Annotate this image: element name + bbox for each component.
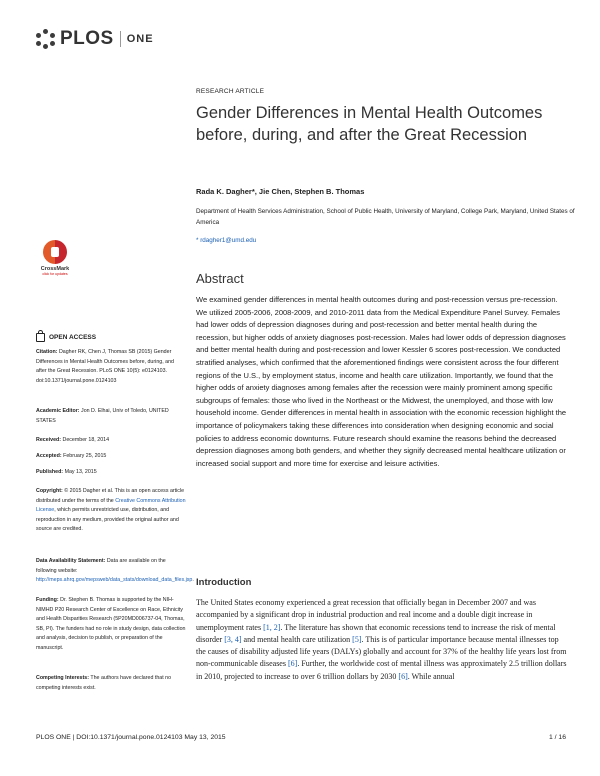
copyright-text: © 2015 Dagher et al. This is an open access article distributed under the terms of the <box>36 488 185 504</box>
crossmark-badge[interactable] <box>37 240 73 276</box>
received-label: Received: <box>36 437 62 443</box>
editor-block <box>36 407 186 426</box>
citation-block <box>36 348 186 386</box>
published-block <box>36 468 186 478</box>
editor-label: Academic Editor: <box>36 408 80 414</box>
accepted-date: February 25, 2015 <box>63 453 107 459</box>
crossmark-icon <box>43 240 67 264</box>
copyright-label: Copyright: <box>36 488 63 494</box>
accepted-label: Accepted: <box>36 453 62 459</box>
article-type: RESEARCH ARTICLE <box>196 88 265 95</box>
email-link[interactable]: * rdagher1@umd.edu <box>196 237 257 244</box>
ref-link[interactable]: [1, 2] <box>263 622 281 632</box>
open-access <box>36 333 96 342</box>
intro-text-1: The United States economy experienced a great recession that officially began in December 2007 and was accompanied by a significant drop in industrial production and real income and a double digit increase in unemployment rates <box>196 598 536 632</box>
accepted-block <box>36 452 186 462</box>
competing-label: Competing Interests: <box>36 675 89 681</box>
published-label: Published: <box>36 469 64 475</box>
open-lock-icon <box>36 333 45 342</box>
crossmark-label: CrossMark <box>40 266 70 272</box>
plos-logo <box>36 28 154 50</box>
ref-link[interactable]: [3, 4] <box>224 634 242 644</box>
ref-link[interactable]: [6] <box>398 671 408 681</box>
ref-link[interactable]: [5] <box>352 634 362 644</box>
open-access-label: OPEN ACCESS <box>49 334 97 341</box>
funding-block <box>36 596 186 654</box>
ref-link[interactable]: [6] <box>287 659 298 669</box>
logo-word: PLOS <box>60 28 114 49</box>
funding-text: Dr. Stephen B. Thomas is supported by the NIH-NIMHD P20 Research Center of Excellence on Race, Ethnicity and Health Disparities Research (5P20MD006737-04, Thomas, SB, PI). The funders had no role in study design, data collection and analysis, decision to publish, or preparation of the manuscript. <box>36 597 186 651</box>
intro-text-2: . The literature has shown that economic recessions tend to increase the risk of mental disorder <box>196 622 556 644</box>
editor-text: Jon D. Elhai, Univ of Toledo, UNITED STATES <box>36 408 169 424</box>
crossmark-sub: click for updates <box>42 272 68 276</box>
competing-text: The authors have declared that no competing interests exist. <box>36 675 172 691</box>
competing-block <box>36 674 186 693</box>
intro-text-6: . While annual <box>407 671 455 681</box>
plos-dots-icon <box>36 29 56 49</box>
copyright-text-end: , which permits unrestricted use, distribution, and reproduction in any medium, provided the original author and source are credited. <box>36 507 179 533</box>
received-block <box>36 436 186 446</box>
article-title: Gender Differences in Mental Health Outcomes before, during, and after the Great Recession <box>196 104 543 144</box>
logo-journal: ONE <box>126 33 154 45</box>
intro-text-4: . This is of particular importance because mental illnesses top the causes of disability adjusted life years (DALYs) globally and account for 37% of the healthy life years lost from non-communicable diseases <box>196 634 567 669</box>
data-text: Data are available on the following website: <box>36 558 166 574</box>
authors: Rada K. Dagher*, Jie Chen, Stephen B. Thomas <box>196 187 365 196</box>
copyright-block <box>36 487 186 535</box>
introduction-heading: Introduction <box>196 577 252 588</box>
page-number: 1 / 16 <box>548 734 566 741</box>
data-link[interactable]: http://meps.ahrq.gov/mepsweb/data_stats/download_data_files.jsp <box>36 577 193 584</box>
abstract-text: We examined gender differences in mental health outcomes during and post-recession versus pre-recession. We utilized 2005-2006, 2008-2009, and 2010-2011 data from the Medical Expenditure Panel Survey. Females had lower odds of depression diagnoses during and post-recession and better mental health during the recession, but higher odds of anxiety diagnoses post-recession. Males had lower odds of depression diagnoses and better mental health during and post-recession and lower Kessler 6 scores post-recession. We conducted stratified analyses, which confirmed that the aforementioned findings were consistent across the four different regions of the U.S., by employment status, income and health care utilization. Importantly, we found that the higher odds of anxiety diagnoses among females after the recession were mainly prominent among specific subgroups of females: those who lived in the Northeast or the Midwest, the unemployed, and those with low household income. Gender differences in mental health in association with the economic recession highlight the importance of policymakers taking these differences into consideration when designing economic and social policies to address economic downturns. Future research should examine the reasons behind the decreased depression diagnoses among both genders, and whether they signify decreased mental healthcare utilization or increased social support and more time for exercise and leisure activities. <box>196 295 567 468</box>
license-link[interactable]: Creative Commons Attribution License <box>36 497 186 514</box>
data-text-end: . <box>192 577 194 584</box>
intro-text-3: and mental health care utilization <box>241 634 353 644</box>
citation-label: Citation: <box>36 349 58 355</box>
citation-text: Dagher RK, Chen J, Thomas SB (2015) Gender Differences in Mental Health Outcomes before, during, and after the Great Recession. PLoS ONE 10(5): e0124103. doi:10.1371/journal.pone.0124103 <box>36 349 174 384</box>
abstract-heading: Abstract <box>196 271 244 286</box>
logo-divider <box>120 31 121 47</box>
received-date: December 18, 2014 <box>62 437 110 443</box>
published-date: May 13, 2015 <box>64 469 97 475</box>
data-label: Data Availability Statement: <box>36 558 106 564</box>
data-availability-block <box>36 557 194 586</box>
footer-citation: PLOS ONE | DOI:10.1371/journal.pone.0124103 May 13, 2015 <box>36 734 226 741</box>
page-footer <box>36 734 566 741</box>
intro-text-5: . Further, the worldwide cost of mental illness was approximately 2.5 trillion dollars in 2010, projected to increase to over 6 trillion dollars by 2030 <box>196 659 567 681</box>
funding-label: Funding: <box>36 597 59 603</box>
introduction-text <box>196 597 568 683</box>
affiliation: Department of Health Services Administration, School of Public Health, University of Maryland, College Park, Maryland, United States of America <box>196 208 575 226</box>
